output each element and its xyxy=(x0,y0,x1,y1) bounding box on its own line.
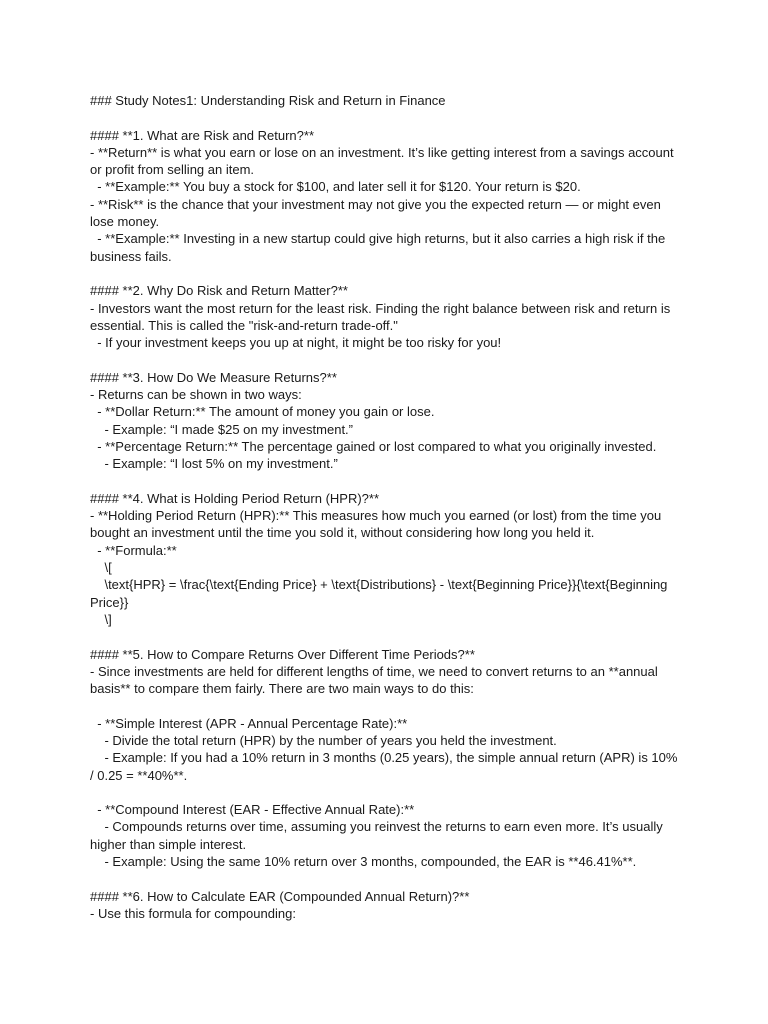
list-item: - **Example:** You buy a stock for $100, and later sell it for $120. Your return is $20. xyxy=(90,179,581,195)
blank-line xyxy=(90,870,680,887)
text-line: \[ xyxy=(90,560,112,576)
blank-line xyxy=(90,265,680,282)
list-item: - Since investments are held for different lengths of time, we need to convert returns to an **annual basis** to compare them fairly. There are two main ways to do this: xyxy=(90,663,662,697)
blank-line xyxy=(90,628,680,645)
list-item: - If your investment keeps you up at night, it might be too risky for you! xyxy=(90,335,502,351)
list-item: - Divide the total return (HPR) by the number of years you held the investment. xyxy=(90,732,557,748)
text-line: \text{HPR} = \frac{\text{Ending Price} + \text{Distributions} - \text{Beginning Price}}{\text{Beginning Price}} xyxy=(90,577,672,610)
list-item: - Use this formula for compounding: xyxy=(90,905,296,921)
list-item: - Example: Using the same 10% return over 3 months, compounded, the EAR is **46.41%**. xyxy=(90,854,637,870)
section-heading: #### **2. Why Do Risk and Return Matter?** xyxy=(90,283,348,299)
section-heading: #### **6. How to Calculate EAR (Compounded Annual Return)?** xyxy=(90,888,470,904)
list-item: - Investors want the most return for the least risk. Finding the right balance between risk and return is essential. This is called the "risk-and-return trade-off." xyxy=(90,300,674,333)
list-item: - Example: “I made $25 on my investment.” xyxy=(90,421,353,437)
list-item: - Example: If you had a 10% return in 3 months (0.25 years), the simple annual return (APR) is 10% / 0.25 = **40%**. xyxy=(90,750,682,783)
section-heading: #### **4. What is Holding Period Return (HPR)?** xyxy=(90,490,380,506)
blank-line xyxy=(90,473,680,490)
document-title: ### Study Notes1: Understanding Risk and Return in Finance xyxy=(90,93,446,108)
list-item: - **Compound Interest (EAR - Effective Annual Rate):** xyxy=(90,802,415,818)
list-item: - Example: “I lost 5% on my investment.” xyxy=(90,456,338,472)
list-item: - **Holding Period Return (HPR):** This measures how much you earned (or lost) from the time you bought an investment until the time you sold it, without considering how long you held it. xyxy=(90,508,665,541)
blank-line xyxy=(90,351,680,368)
blank-line xyxy=(90,109,680,126)
section-heading: #### **3. How Do We Measure Returns?** xyxy=(90,369,337,385)
list-item: - **Dollar Return:** The amount of money you gain or lose. xyxy=(90,404,435,420)
blank-line xyxy=(90,697,680,714)
list-item: - **Risk** is the chance that your investment may not give you the expected return — or might even lose money. xyxy=(90,196,665,230)
list-item: - Returns can be shown in two ways: xyxy=(90,387,302,403)
list-item: - **Percentage Return:** The percentage gained or lost compared to what you originally invested. xyxy=(90,438,657,454)
list-item: - **Return** is what you earn or lose on an investment. It’s like getting interest from a savings account or profit from selling an item. xyxy=(90,144,678,178)
list-item: - **Formula:** xyxy=(90,542,177,558)
list-item: - **Example:** Investing in a new startup could give high returns, but it also carries a high risk if the business fails. xyxy=(90,231,669,264)
document-body xyxy=(90,92,680,922)
text-line: \] xyxy=(90,611,112,627)
blank-line xyxy=(90,784,680,801)
list-item: - **Simple Interest (APR - Annual Percentage Rate):** xyxy=(90,715,408,731)
section-heading: #### **5. How to Compare Returns Over Different Time Periods?** xyxy=(90,646,475,662)
list-item: - Compounds returns over time, assuming you reinvest the returns to earn even more. It’s usually higher than simple interest. xyxy=(90,819,667,852)
section-heading: #### **1. What are Risk and Return?** xyxy=(90,127,315,143)
